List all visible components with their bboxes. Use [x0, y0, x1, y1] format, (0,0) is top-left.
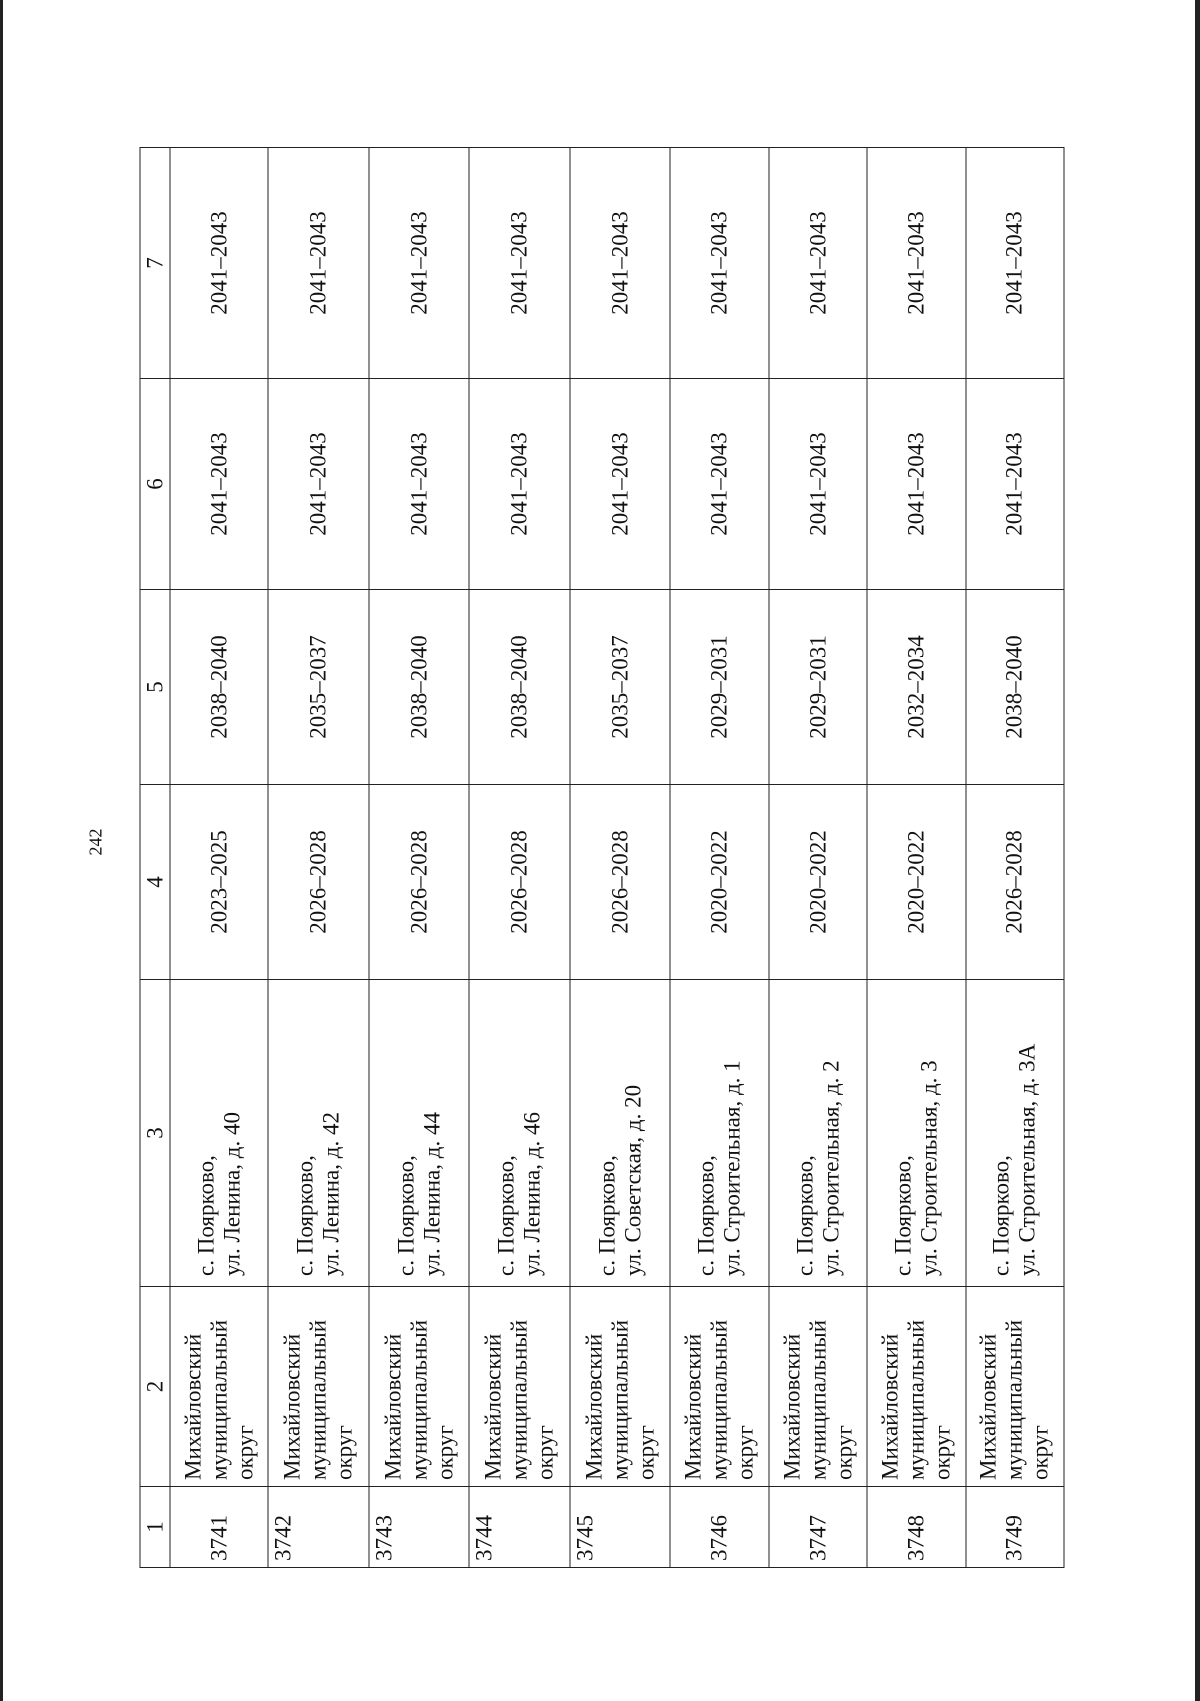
- page-number: 242: [85, 828, 106, 856]
- period-cell-5: 2029–2031: [769, 590, 867, 785]
- district-line: Михайловский: [779, 1333, 805, 1480]
- district-cell: [769, 1287, 867, 1487]
- column-number: 4: [140, 785, 170, 980]
- period-cell-4: 2026–2028: [966, 785, 1064, 980]
- table-row: [966, 148, 1064, 1568]
- address-cell: [469, 980, 570, 1287]
- district-line: округ: [331, 1425, 357, 1480]
- district-line: муниципальный: [706, 1319, 732, 1480]
- table-row: [469, 148, 570, 1568]
- row-number: 3741: [170, 1487, 268, 1568]
- period-cell-4: 2023–2025: [170, 785, 268, 980]
- district-line: муниципальный: [1001, 1319, 1027, 1480]
- table-row: [369, 148, 470, 1568]
- address-cell: [570, 980, 671, 1287]
- column-number: 5: [140, 590, 170, 785]
- period-cell-6: 2041–2043: [966, 379, 1064, 590]
- period-cell-6: 2041–2043: [170, 379, 268, 590]
- period-cell-5: 2038–2040: [469, 590, 570, 785]
- district-line: муниципальный: [206, 1319, 232, 1480]
- address-line: с. Поярково,: [493, 1155, 519, 1276]
- district-line: Михайловский: [975, 1333, 1001, 1480]
- address-line: ул. Строительная, д. 1: [719, 1060, 745, 1276]
- district-line: округ: [929, 1425, 955, 1480]
- period-cell-5: 2035–2037: [268, 590, 369, 785]
- column-number: 1: [140, 1487, 170, 1568]
- period-cell-6: 2041–2043: [867, 379, 965, 590]
- district-cell: [469, 1287, 570, 1487]
- period-cell-4: 2026–2028: [369, 785, 470, 980]
- address-line: с. Поярково,: [988, 1155, 1014, 1276]
- district-line: муниципальный: [305, 1319, 331, 1480]
- district-cell: [966, 1287, 1064, 1487]
- address-line: с. Поярково,: [393, 1155, 419, 1276]
- district-line: Михайловский: [680, 1333, 706, 1480]
- district-line: округ: [232, 1425, 258, 1480]
- period-cell-4: 2020–2022: [769, 785, 867, 980]
- period-cell-6: 2041–2043: [268, 379, 369, 590]
- period-cell-6: 2041–2043: [670, 379, 768, 590]
- period-cell-7: 2041–2043: [469, 148, 570, 379]
- period-cell-5: 2035–2037: [570, 590, 671, 785]
- address-line: с. Поярково,: [193, 1155, 219, 1276]
- address-line: ул. Ленина, д. 46: [519, 1112, 545, 1276]
- period-cell-6: 2041–2043: [469, 379, 570, 590]
- district-line: муниципальный: [406, 1319, 432, 1480]
- column-number: 2: [140, 1287, 170, 1487]
- district-line: муниципальный: [506, 1319, 532, 1480]
- district-line: округ: [633, 1425, 659, 1480]
- district-line: муниципальный: [805, 1319, 831, 1480]
- period-cell-7: 2041–2043: [867, 148, 965, 379]
- period-cell-5: 2038–2040: [170, 590, 268, 785]
- period-cell-4: 2026–2028: [268, 785, 369, 980]
- table-row: [570, 148, 671, 1568]
- district-cell: [867, 1287, 965, 1487]
- table-row: [170, 148, 268, 1568]
- district-line: Михайловский: [581, 1333, 607, 1480]
- address-line: с. Поярково,: [594, 1155, 620, 1276]
- address-line: с. Поярково,: [693, 1155, 719, 1276]
- address-cell: [268, 980, 369, 1287]
- row-number: 3746: [670, 1487, 768, 1568]
- row-number: 3747: [769, 1487, 867, 1568]
- district-line: Михайловский: [279, 1333, 305, 1480]
- period-cell-5: 2038–2040: [369, 590, 470, 785]
- district-cell: [570, 1287, 671, 1487]
- row-number: 3743: [369, 1487, 470, 1568]
- address-line: ул. Советская, д. 20: [620, 1084, 646, 1276]
- district-cell: [268, 1287, 369, 1487]
- district-line: округ: [831, 1425, 857, 1480]
- address-line: ул. Строительная, д. 3: [916, 1060, 942, 1276]
- row-number: 3749: [966, 1487, 1064, 1568]
- period-cell-4: 2026–2028: [469, 785, 570, 980]
- district-line: округ: [1027, 1425, 1053, 1480]
- address-line: ул. Строительная, д. 2: [818, 1060, 844, 1276]
- period-cell-4: 2020–2022: [670, 785, 768, 980]
- address-line: с. Поярково,: [890, 1155, 916, 1276]
- period-cell-6: 2041–2043: [769, 379, 867, 590]
- period-cell-6: 2041–2043: [369, 379, 470, 590]
- period-cell-4: 2020–2022: [867, 785, 965, 980]
- address-cell: [670, 980, 768, 1287]
- table-row: [670, 148, 768, 1568]
- table-row: [268, 148, 369, 1568]
- address-line: ул. Ленина, д. 44: [419, 1112, 445, 1276]
- district-line: Михайловский: [480, 1333, 506, 1480]
- period-cell-7: 2041–2043: [670, 148, 768, 379]
- district-line: Михайловский: [180, 1333, 206, 1480]
- column-number: 7: [140, 148, 170, 379]
- period-cell-4: 2026–2028: [570, 785, 671, 980]
- row-number: 3748: [867, 1487, 965, 1568]
- scan-border-right: [1195, 0, 1200, 1701]
- district-line: округ: [732, 1425, 758, 1480]
- address-cell: [170, 980, 268, 1287]
- period-cell-5: 2029–2031: [670, 590, 768, 785]
- address-cell: [769, 980, 867, 1287]
- district-cell: [170, 1287, 268, 1487]
- period-cell-7: 2041–2043: [170, 148, 268, 379]
- column-number-row: [140, 148, 170, 1568]
- district-cell: [369, 1287, 470, 1487]
- period-cell-7: 2041–2043: [570, 148, 671, 379]
- district-line: округ: [532, 1425, 558, 1480]
- address-cell: [867, 980, 965, 1287]
- rotated-table-container: [140, 148, 1065, 1568]
- address-line: с. Поярково,: [792, 1155, 818, 1276]
- address-line: ул. Строительная, д. 3А: [1014, 1043, 1040, 1276]
- period-cell-5: 2032–2034: [867, 590, 965, 785]
- period-cell-7: 2041–2043: [369, 148, 470, 379]
- district-line: Михайловский: [877, 1333, 903, 1480]
- address-cell: [966, 980, 1064, 1287]
- housing-schedule-table: [140, 147, 1065, 1568]
- address-line: с. Поярково,: [292, 1155, 318, 1276]
- district-cell: [670, 1287, 768, 1487]
- period-cell-7: 2041–2043: [268, 148, 369, 379]
- district-line: округ: [432, 1425, 458, 1480]
- address-cell: [369, 980, 470, 1287]
- row-number: 3742: [268, 1487, 369, 1568]
- table-row: [867, 148, 965, 1568]
- period-cell-5: 2038–2040: [966, 590, 1064, 785]
- scan-border-left: [0, 0, 3, 1701]
- district-line: муниципальный: [607, 1319, 633, 1480]
- address-line: ул. Ленина, д. 42: [318, 1112, 344, 1276]
- row-number: 3745: [570, 1487, 671, 1568]
- column-number: 3: [140, 980, 170, 1287]
- period-cell-7: 2041–2043: [769, 148, 867, 379]
- period-cell-6: 2041–2043: [570, 379, 671, 590]
- row-number: 3744: [469, 1487, 570, 1568]
- table-row: [769, 148, 867, 1568]
- period-cell-7: 2041–2043: [966, 148, 1064, 379]
- column-number: 6: [140, 379, 170, 590]
- address-line: ул. Ленина, д. 40: [219, 1112, 245, 1276]
- district-line: муниципальный: [903, 1319, 929, 1480]
- district-line: Михайловский: [380, 1333, 406, 1480]
